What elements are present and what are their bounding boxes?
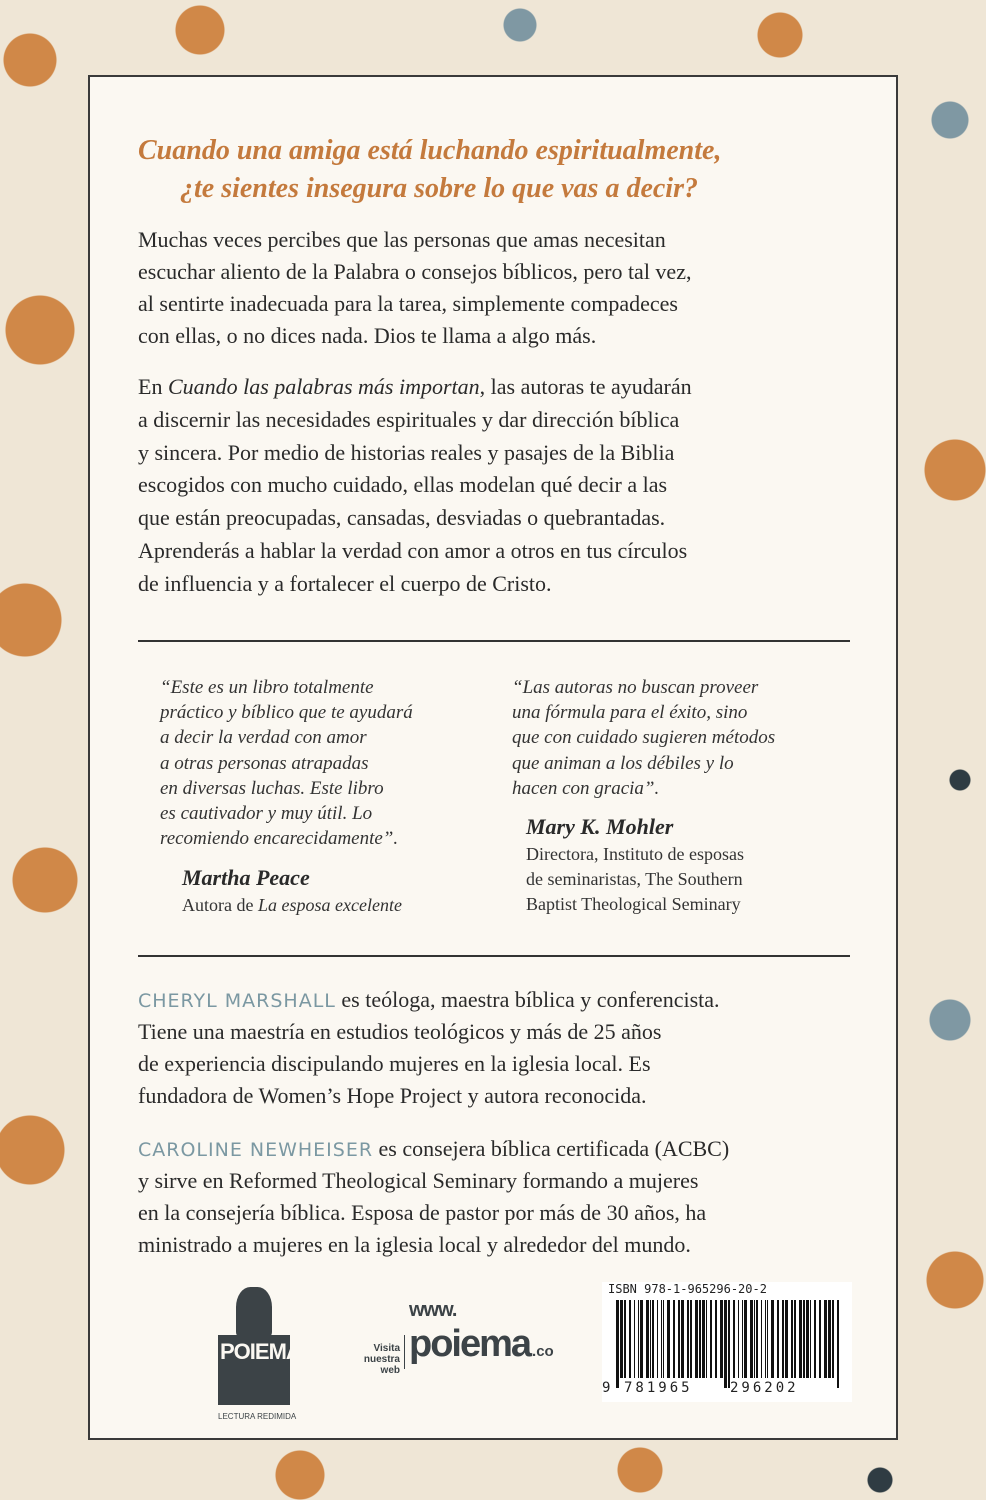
text-line: en diversas luchas. Este libro xyxy=(160,777,384,799)
text: es teóloga, maestra bíblica y conferencista. xyxy=(335,987,720,1012)
reader-silhouette-icon xyxy=(236,1287,272,1337)
barcode-bar xyxy=(754,1300,755,1378)
text-line: a otras personas atrapadas xyxy=(160,752,369,774)
barcode-bar xyxy=(767,1300,768,1378)
visit-label xyxy=(355,1343,400,1376)
barcode-digit: 9 xyxy=(602,1380,611,1396)
barcode-digits-right: 296202 xyxy=(730,1380,799,1396)
text: En xyxy=(138,374,168,399)
endorser-name: Mary K. Mohler xyxy=(526,814,674,839)
barcode-bar xyxy=(652,1300,654,1378)
barcode-bar xyxy=(803,1300,805,1378)
back-cover-panel xyxy=(88,75,898,1440)
website-link[interactable] xyxy=(335,1299,565,1379)
barcode-bar xyxy=(667,1300,670,1378)
text-line: que con cuidado sugieren métodos xyxy=(512,727,776,749)
barcode-bar xyxy=(724,1300,727,1388)
barcode-bar xyxy=(706,1300,707,1378)
barcode-bar xyxy=(794,1300,796,1378)
barcode-bar xyxy=(640,1300,643,1378)
text-line: una fórmula para el éxito, sino xyxy=(512,702,748,724)
text-line: de experiencia discipulando mujeres en la iglesia local. Es xyxy=(138,1051,651,1076)
text-line: recomiendo encarecidamente”. xyxy=(160,828,399,850)
barcode-bar xyxy=(657,1300,658,1378)
barcode-bar xyxy=(616,1300,619,1388)
isbn-barcode xyxy=(602,1282,852,1402)
text-line: que están preocupadas, cansadas, desviadas o quebrantadas. xyxy=(138,505,666,531)
barcode-bar xyxy=(785,1300,788,1378)
barcode-bar xyxy=(771,1300,774,1378)
barcode-digits-left: 781965 xyxy=(624,1380,693,1396)
barcode-bar xyxy=(624,1300,626,1378)
text: , las autoras te ayudarán xyxy=(479,374,692,399)
barcode-bar xyxy=(791,1300,793,1378)
barcode-bar xyxy=(646,1300,649,1378)
text-line: con ellas, o no dices nada. Dios te llama a algo más. xyxy=(138,323,597,348)
text-line: Directora, Instituto de esposas xyxy=(526,844,744,864)
text-line: y sincera. Por medio de historias reales y pasajes de la Biblia xyxy=(138,439,675,465)
barcode-bar xyxy=(663,1300,664,1378)
text-line: a discernir las necesidades espirituales y dar dirección bíblica xyxy=(138,407,680,432)
headline-line: Cuando una amiga está luchando espiritualmente, xyxy=(138,135,722,166)
text-line: Baptist Theological Seminary xyxy=(526,894,741,914)
text-line: en la consejería bíblica. Esposa de pastor por más de 30 años, ha xyxy=(138,1200,707,1225)
domain-row xyxy=(409,1323,554,1365)
barcode-bar xyxy=(661,1300,662,1378)
text-line: a decir la verdad con amor xyxy=(160,727,367,749)
author-name: CHERYL MARSHALL xyxy=(138,990,336,1012)
domain-text: poiema xyxy=(409,1323,531,1365)
text-line: de influencia y a fortalecer el cuerpo de Cristo. xyxy=(138,570,552,596)
text-line: “Las autoras no buscan proveer xyxy=(512,677,759,698)
barcode-bar xyxy=(824,1300,827,1378)
barcode-bar xyxy=(678,1300,680,1378)
text-line: Tiene una maestría en estudios teológicos y más de 25 años xyxy=(138,1019,662,1044)
text-line: y sirve en Reformed Theological Seminary formando a mujeres xyxy=(138,1168,699,1193)
text-line: que animan a los débiles y lo xyxy=(512,752,734,774)
author-bio-2-first-line xyxy=(138,1136,729,1162)
barcode-bar xyxy=(715,1300,717,1378)
barcode-bar xyxy=(819,1300,821,1378)
barcode-bar xyxy=(756,1300,758,1378)
barcode-bar xyxy=(620,1300,623,1378)
barcode-bar xyxy=(761,1300,762,1378)
barcode-bar xyxy=(728,1300,730,1388)
barcode-bar xyxy=(690,1300,692,1378)
barcode-bar xyxy=(750,1300,753,1378)
tld-text: .co xyxy=(532,1343,554,1360)
isbn-label: ISBN 978-1-965296-20-2 xyxy=(608,1282,767,1296)
author-bio-1-first-line xyxy=(138,987,720,1013)
barcode-bar xyxy=(832,1300,834,1378)
barcode-bar xyxy=(806,1300,809,1378)
barcode-bar xyxy=(777,1300,779,1378)
text-line: de seminaristas, The Southern xyxy=(526,869,743,889)
text-line: fundadora de Women’s Hope Project y autora reconocida. xyxy=(138,1083,647,1108)
separator xyxy=(404,1335,405,1369)
book-title: La esposa excelente xyxy=(257,895,402,915)
text-line: práctico y bíblico que te ayudará xyxy=(160,702,413,724)
headline-line: ¿te sientes insegura sobre lo que vas a decir? xyxy=(180,173,698,204)
endorser-role xyxy=(182,895,402,916)
barcode-bar xyxy=(629,1300,631,1378)
barcode-bar xyxy=(799,1300,802,1378)
text-line: al sentirte inadecuada para la tarea, simplemente compadeces xyxy=(138,291,678,316)
divider xyxy=(138,640,850,642)
barcode-bar xyxy=(710,1300,712,1378)
barcode-bar xyxy=(733,1300,735,1378)
text-line: “Este es un libro totalmente xyxy=(160,677,374,698)
publisher-logo xyxy=(218,1287,301,1432)
text-line: escogidos con mucho cuidado, ellas modelan qué decir a las xyxy=(138,472,668,498)
barcode-bar xyxy=(699,1300,701,1378)
barcode-bar xyxy=(837,1300,839,1388)
www-text: www. xyxy=(409,1299,457,1321)
endorser-name: Martha Peace xyxy=(182,865,310,890)
logo-tagline: LECTURA REDIMIDA xyxy=(218,1412,297,1421)
book-title: Cuando las palabras más importan xyxy=(167,374,480,399)
barcode-bar xyxy=(695,1300,698,1378)
text: Visita xyxy=(373,1343,400,1354)
text-line: es cautivador y muy útil. Lo xyxy=(160,803,373,824)
barcode-bar xyxy=(681,1300,684,1378)
barcode-bar xyxy=(744,1300,747,1378)
logo-text: POIEMA xyxy=(220,1339,301,1364)
barcode-bar xyxy=(814,1300,816,1378)
text-line: hacen con gracia”. xyxy=(512,777,660,799)
barcode-bar xyxy=(810,1300,811,1378)
text-line: Muchas veces percibes que las personas que amas necesitan xyxy=(138,227,666,252)
barcode-bar xyxy=(828,1300,831,1378)
author-name: CAROLINE NEWHEISER xyxy=(138,1139,374,1161)
barcode-bar xyxy=(634,1300,635,1378)
barcode-bar xyxy=(638,1300,639,1378)
text-line: Aprenderás a hablar la verdad con amor a otros en tus círculos xyxy=(138,537,688,563)
barcode-bar xyxy=(720,1300,723,1378)
barcode-bar xyxy=(650,1300,651,1378)
text: Autora de xyxy=(182,895,258,915)
text-line: ministrado a mujeres en la iglesia local y alrededor del mundo. xyxy=(138,1232,691,1257)
barcode-bar xyxy=(782,1300,784,1378)
description-paragraph-2-first-line xyxy=(138,374,692,400)
barcode-bar xyxy=(765,1300,766,1378)
text: nuestra web xyxy=(363,1354,400,1376)
barcode-bar xyxy=(687,1300,689,1378)
barcode-bar xyxy=(673,1300,675,1378)
barcode-bar xyxy=(702,1300,705,1378)
divider xyxy=(138,955,850,957)
text-line: escuchar aliento de la Palabra o consejos bíblicos, pero tal vez, xyxy=(138,259,692,284)
text: es consejera bíblica certificada (ACBC) xyxy=(373,1136,730,1161)
barcode-bar xyxy=(742,1300,743,1378)
barcode-bar xyxy=(738,1300,739,1378)
